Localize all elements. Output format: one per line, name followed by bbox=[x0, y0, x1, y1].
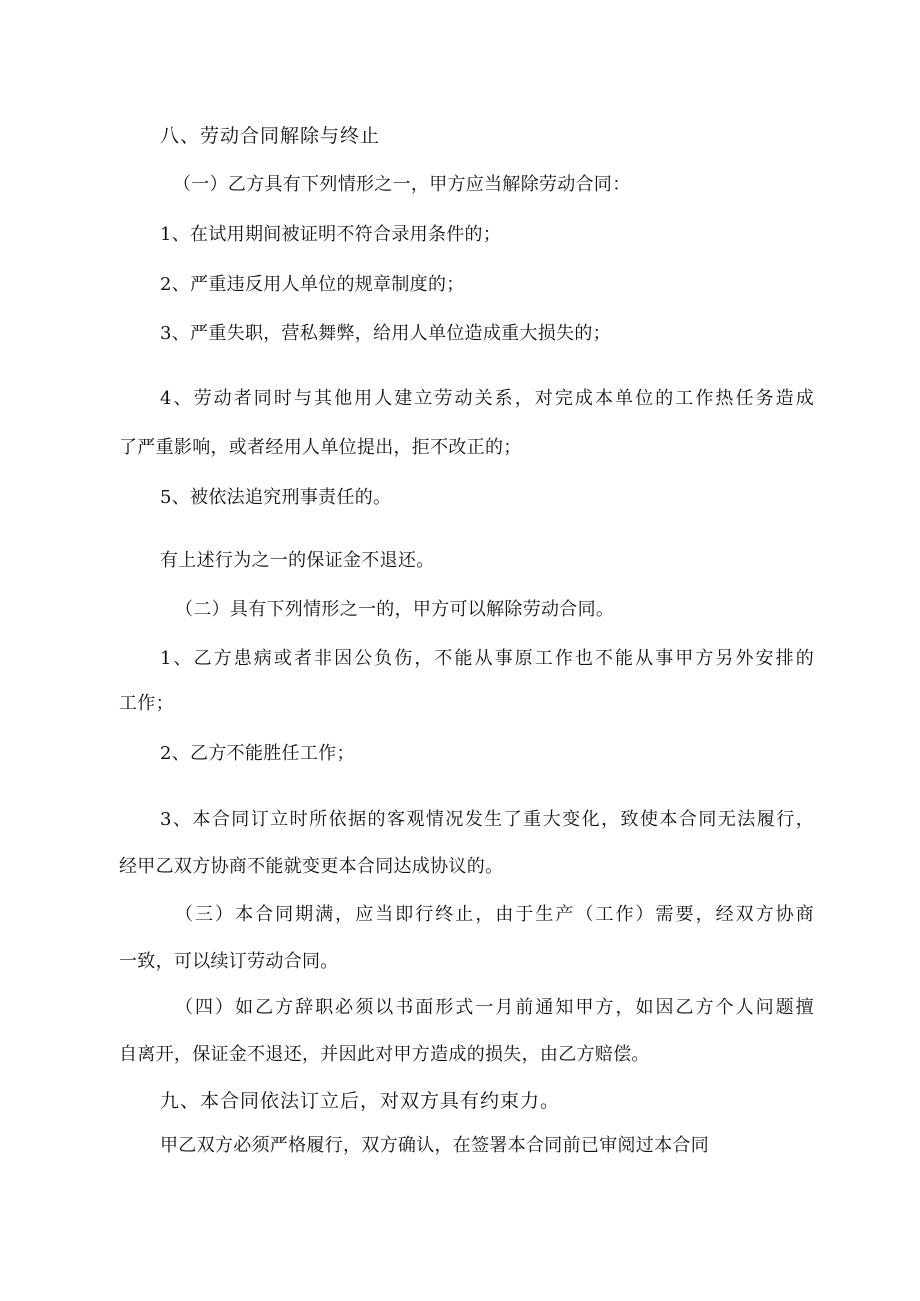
part-2-item-1-line-2: 工作； bbox=[119, 693, 174, 714]
section-9-title: 九、本合同依法订立后，对双方具有约束力。 bbox=[160, 1090, 561, 1112]
part-1-item-5: 5、被依法追究刑事责任的。 bbox=[160, 487, 392, 508]
part-2-item-3-line-1: 3、本合同订立时所依据的客观情况发生了重大变化，致使本合同无法履行， bbox=[160, 809, 814, 830]
part-3-line-1: （三）本合同期满，应当即行终止，由于生产（工作）需要，经双方协商 bbox=[175, 904, 814, 925]
part-2-item-1-line-1: 1、乙方患病或者非因公负伤，不能从事原工作也不能从事甲方另外安排的 bbox=[160, 648, 814, 669]
part-1-intro: （一）乙方具有下列情形之一，甲方应当解除劳动合同： bbox=[173, 174, 631, 195]
part-2-item-3-line-2: 经甲乙双方协商不能就变更本合同达成协议的。 bbox=[119, 856, 504, 877]
section-8-title: 八、劳动合同解除与终止 bbox=[160, 125, 381, 147]
part-3-line-2: 一致，可以续订劳动合同。 bbox=[119, 951, 339, 972]
part-2-intro: （二）具有下列情形之一的，甲方可以解除劳动合同。 bbox=[175, 599, 615, 620]
part-1-item-2: 2、严重违反用人单位的规章制度的； bbox=[160, 274, 465, 295]
part-1-item-4-line-1: 4、劳动者同时与其他用人建立劳动关系，对完成本单位的工作热任务造成 bbox=[160, 388, 814, 409]
part-1-item-3: 3、严重失职，营私舞弊，给用人单位造成重大损失的； bbox=[160, 323, 611, 344]
part-1-item-4-line-2: 了严重影响，或者经用人单位提出，拒不改正的； bbox=[119, 437, 522, 458]
part-1-note: 有上述行为之一的保证金不退还。 bbox=[160, 550, 435, 571]
part-4-line-1: （四）如乙方辞职必须以书面形式一月前通知甲方，如因乙方个人问题擅 bbox=[175, 997, 814, 1018]
part-4-line-2: 自离开，保证金不退还，并因此对甲方造成的损失，由乙方赔偿。 bbox=[119, 1044, 650, 1065]
part-2-item-2: 2、乙方不能胜任工作； bbox=[160, 743, 355, 764]
section-9-text: 甲乙双方必须严格履行，双方确认，在签署本合同前已审阅过本合同 bbox=[160, 1135, 709, 1156]
part-1-item-1: 1、在试用期间被证明不符合录用条件的； bbox=[160, 224, 502, 245]
